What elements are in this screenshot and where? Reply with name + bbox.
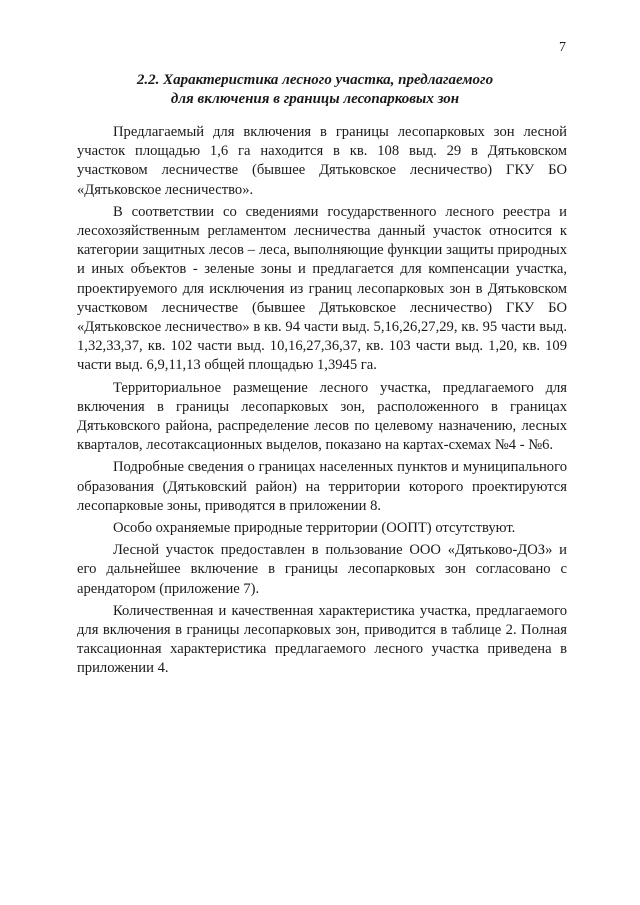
paragraph-territorial-placement: Территориальное размещение лесного участка, предлагаемого для включения в границы лесопарковых зон, расположенного в границах Дятьковского района, распределение лесов по целевому назначению, лесных кварталов, лесотаксационных выделов, показано на картах-схемах №4 - №6. [77, 379, 567, 454]
section-heading [0, 71, 640, 109]
page-number: 7 [559, 40, 566, 55]
paragraph-land-use: Лесной участок предоставлен в пользование ООО «Дятьково-ДОЗ» и его дальнейшее включение в границы лесопарковых зон согласовано с арендатором (приложение 7). [77, 542, 567, 597]
paragraph-location: Предлагаемый для включения в границы лесопарковых зон лесной участок площадью 1,6 га находится в кв. 108 выд. 29 в Дятьковском участковом лесничестве (бывшее Дятьковское лесничество) ГКУ БО «Дятьковское лесничество». [77, 124, 567, 198]
paragraph-forest-category: В соответствии со сведениями государственного лесного реестра и лесохозяйственным регламентом лесничества данный участок относится к категории защитных лесов – леса, выполняющие функции защиты природных и иных объектов - зеленые зоны и предлагается для компенсации участка, проектируемого для исключения из границ лесопарковых зон в Дятьковском участковом лесничестве (бывшее Дятьковское лесничество) ГКУ БО «Дятьковское лесничество» в кв. 94 части выд. 5,16,26,27,29, кв. 95 части выд. 1,32,33,37, кв. 102 части выд. 10,16,27,36,37, кв. 103 части выд. 1,20, кв. 109 части выд. 6,9,11,13 общей площадью 1,3945 га. [77, 203, 567, 374]
section-heading-line-2: для включения в границы лесопарковых зон [170, 91, 460, 107]
section-body [77, 123, 567, 682]
paragraph-characteristics: Количественная и качественная характеристика участка, предлагаемого для включения в границы лесопарковых зон, приводится в таблице 2. Полная таксационная характеристика предлагаемого лесного участка приведена в приложении 4. [77, 602, 567, 677]
section-heading-line-1: 2.2. Характеристика лесного участка, предлагаемого [136, 72, 494, 88]
paragraph-protected-areas: Особо охраняемые природные территории (ООПТ) отсутствуют. [113, 520, 516, 537]
paragraph-settlement-boundaries: Подробные сведения о границах населенных пунктов и муниципального образования (Дятьковский район) на территории которого проектируются лесопарковые зоны, приводятся в приложении 8. [77, 459, 567, 514]
